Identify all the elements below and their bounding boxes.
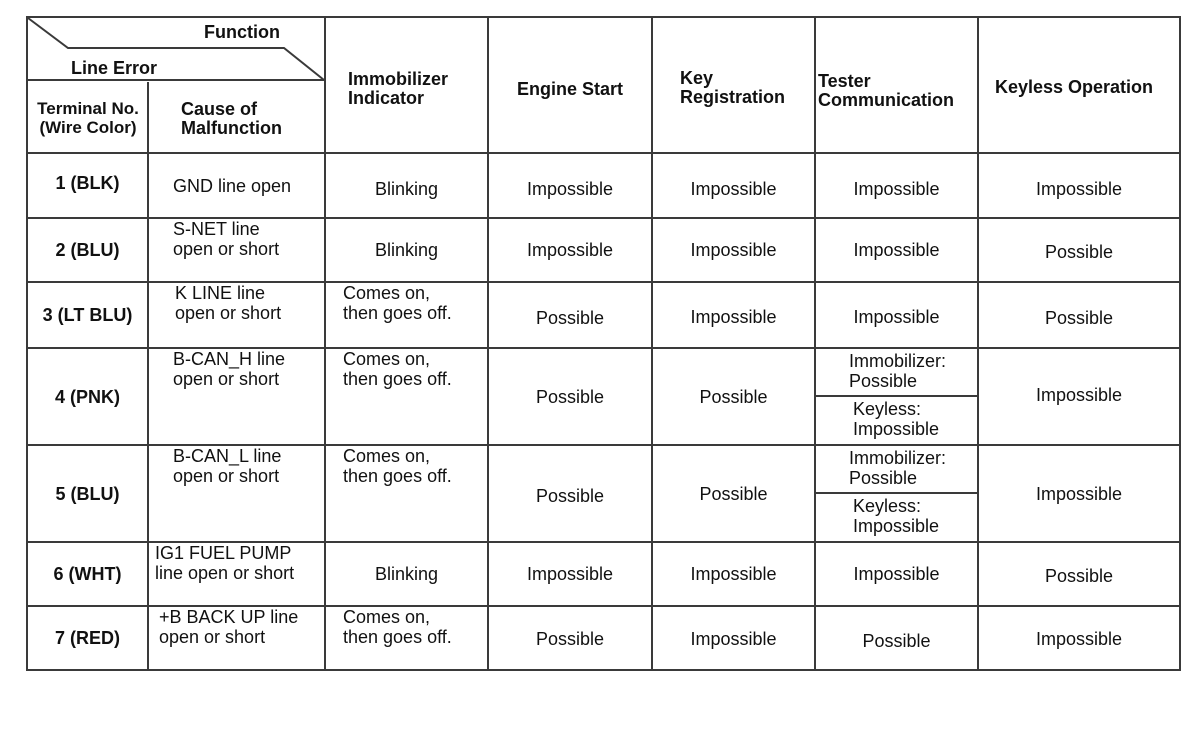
cause-cell — [155, 543, 323, 605]
engine-start-cell: Possible — [535, 308, 605, 328]
tester-line: Impossible — [853, 419, 940, 439]
cause-line: B-CAN_H line — [173, 349, 286, 369]
cause-line: open or short — [175, 303, 282, 323]
tester-line: Possible — [849, 468, 918, 488]
cause-cell — [159, 607, 323, 671]
tester-cell — [816, 160, 977, 217]
column-header-line: Registration — [680, 87, 786, 107]
indicator-line: then goes off. — [343, 369, 452, 389]
tester-line: Impossible — [853, 240, 940, 260]
keyless-cell: Possible — [1044, 566, 1114, 586]
keyless-cell: Impossible — [1035, 384, 1123, 405]
indicator-cell — [326, 160, 487, 217]
cause-line: open or short — [173, 466, 280, 486]
key-registration-cell: Impossible — [690, 629, 777, 649]
cause-line: IG1 FUEL PUMP — [155, 543, 292, 563]
engine-start-cell: Possible — [535, 386, 605, 407]
column-header-keyless — [979, 76, 1169, 98]
function-label: Function — [204, 21, 280, 42]
engine-start-cell: Possible — [535, 629, 605, 649]
indicator-line: Comes on, — [343, 446, 431, 466]
keyless-cell: Possible — [1044, 308, 1114, 328]
tester-line: Impossible — [853, 564, 940, 584]
indicator-cell — [326, 543, 487, 605]
key-registration-cell: Impossible — [690, 240, 777, 260]
tester-line: Impossible — [853, 516, 940, 536]
indicator-line: then goes off. — [343, 466, 452, 486]
column-header-line: Key — [680, 68, 714, 88]
column-header-line: Immobilizer — [348, 69, 449, 89]
terminal-cell: 2 (BLU) — [55, 240, 120, 260]
tester-line: Possible — [862, 631, 931, 651]
engine-start-cell: Possible — [535, 485, 605, 506]
column-header-line: Tester — [818, 71, 871, 91]
tester-split-divider — [814, 492, 978, 494]
tester-line: Immobilizer: — [849, 351, 947, 371]
col-divider — [147, 82, 149, 671]
terminal-header-line: Terminal No. — [37, 99, 139, 118]
key-registration-cell: Impossible — [690, 564, 777, 584]
tester-cell — [816, 219, 977, 281]
tester-split-bottom — [853, 399, 977, 441]
cause-cell — [173, 446, 323, 541]
indicator-line: then goes off. — [343, 627, 452, 647]
key-registration-cell: Impossible — [690, 307, 777, 327]
tester-line: Impossible — [853, 307, 940, 327]
tester-split-top — [849, 351, 977, 393]
column-header-tester — [818, 72, 976, 112]
column-header-line: Keyless Operation — [994, 76, 1154, 97]
column-header-line: Indicator — [348, 88, 425, 108]
indicator-line: then goes off. — [343, 303, 452, 323]
indicator-line: Blinking — [374, 240, 439, 260]
cause-line: B-CAN_L line — [173, 446, 282, 466]
cause-cell — [175, 283, 323, 347]
cause-line: GND line open — [173, 175, 292, 196]
cause-line: S-NET line — [173, 219, 260, 239]
terminal-header — [28, 96, 148, 140]
column-header-line: Engine Start — [516, 78, 623, 99]
terminal-cell: 7 (RED) — [54, 628, 120, 648]
terminal-cell: 5 (BLU) — [55, 483, 120, 504]
indicator-line: Comes on, — [343, 607, 431, 627]
line-error-label: Line Error — [70, 57, 158, 78]
tester-line: Keyless: — [853, 496, 922, 516]
keyless-cell: Impossible — [1035, 178, 1123, 199]
indicator-cell — [326, 219, 487, 281]
tester-split-divider — [814, 395, 978, 397]
tester-split-top — [849, 448, 977, 490]
column-header-engine-start — [489, 78, 651, 100]
terminal-cell: 6 (WHT) — [53, 564, 122, 584]
terminal-cell: 4 (PNK) — [54, 386, 120, 407]
indicator-line: Comes on, — [343, 349, 431, 369]
indicator-cell — [343, 607, 487, 671]
column-header-key-registration — [680, 69, 812, 109]
tester-cell — [816, 285, 977, 349]
indicator-cell — [343, 446, 487, 541]
key-registration-cell: Possible — [699, 483, 768, 504]
cause-line: K LINE line — [175, 283, 266, 303]
cause-header — [181, 100, 321, 142]
terminal-cell: 1 (BLK) — [55, 173, 120, 193]
tester-cell — [816, 543, 977, 605]
indicator-line: Comes on, — [343, 283, 431, 303]
tester-cell — [816, 609, 977, 673]
cause-line: line open or short — [155, 563, 295, 583]
tester-line: Possible — [849, 371, 918, 391]
indicator-cell — [343, 283, 487, 347]
cause-line: open or short — [173, 239, 280, 259]
indicator-line: Blinking — [374, 564, 439, 584]
key-registration-cell: Possible — [699, 386, 768, 407]
cause-line: open or short — [159, 627, 266, 647]
keyless-cell: Impossible — [1035, 629, 1123, 649]
tester-line: Immobilizer: — [849, 448, 947, 468]
tester-split-bottom — [853, 496, 977, 538]
keyless-cell: Impossible — [1035, 483, 1123, 504]
column-header-immobilizer — [348, 70, 486, 110]
tester-line: Impossible — [853, 178, 940, 199]
cause-line: +B BACK UP line — [159, 607, 299, 627]
engine-start-cell: Impossible — [526, 178, 614, 199]
terminal-header-line: (Wire Color) — [39, 118, 137, 137]
indicator-cell — [343, 349, 487, 444]
cause-header-line: Malfunction — [181, 118, 282, 138]
terminal-cell: 3 (LT BLU) — [42, 305, 133, 325]
engine-start-cell: Impossible — [526, 564, 614, 584]
cause-cell — [173, 219, 323, 281]
cause-line: open or short — [173, 369, 280, 389]
cause-cell — [173, 154, 323, 217]
key-registration-cell: Impossible — [690, 178, 777, 199]
cause-header-line: Cause of — [181, 99, 258, 119]
engine-start-cell: Impossible — [526, 240, 614, 260]
cause-cell — [173, 349, 323, 444]
indicator-line: Blinking — [374, 178, 439, 199]
tester-line: Keyless: — [853, 399, 922, 419]
column-header-line: Communication — [818, 90, 955, 110]
keyless-cell: Possible — [1044, 242, 1114, 262]
